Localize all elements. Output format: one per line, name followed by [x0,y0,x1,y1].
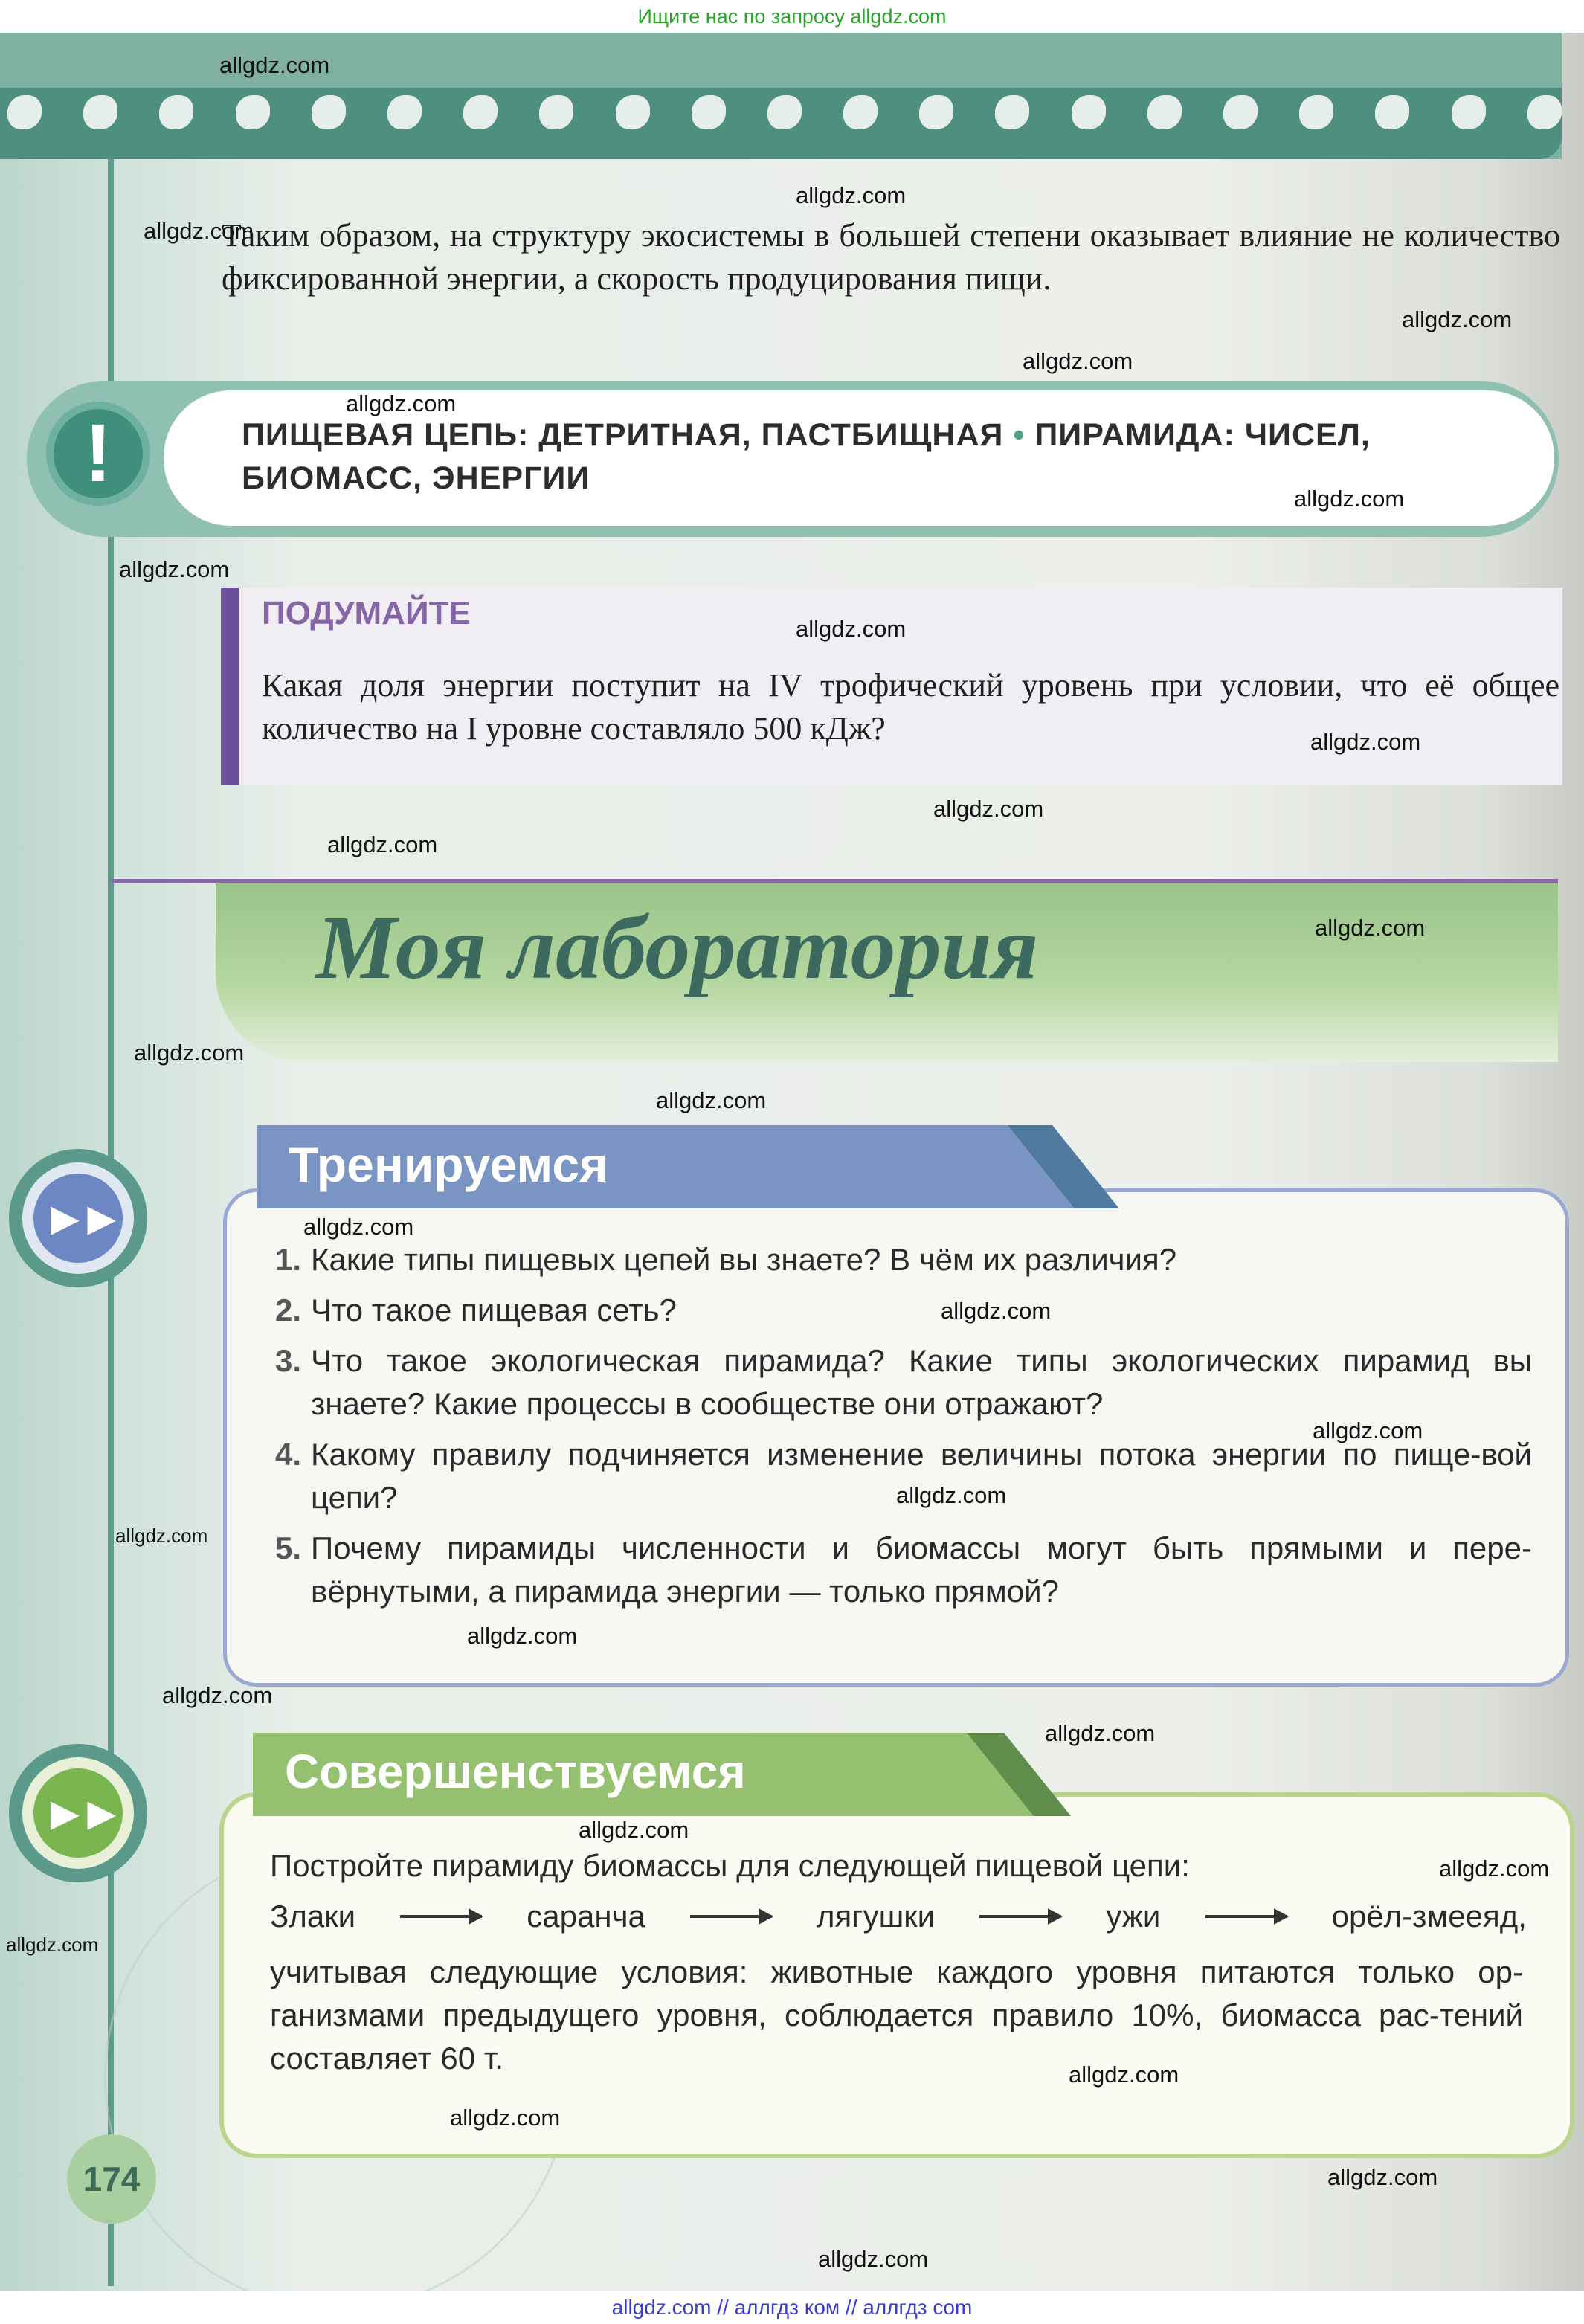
chain-item: саранча [527,1899,645,1934]
question-text: Какие типы пищевых цепей вы знаете? В чём их различия? [311,1242,1177,1277]
animal-icon [1299,95,1333,129]
keywords-separator: • [1013,417,1026,453]
animal-icon [387,95,422,129]
question-item [275,1289,1532,1332]
watermark: allgdz.com [933,796,1044,822]
animal-icon [1375,95,1409,129]
arrow-right-icon [400,1915,482,1918]
top-search-link[interactable]: Ищите нас по запросу allgdz.com [637,5,947,28]
question-number: 5. [275,1530,302,1565]
animal-icon [1147,95,1182,129]
watermark: allgdz.com [327,831,438,857]
question-number: 2. [275,1293,302,1327]
intro-paragraph: Таким образом, на структуру экосистемы в большей степени оказывает влияние не количество фиксированной энергии, а скорость продуцирования пищи. [222,217,1560,297]
animal-icon [1072,95,1106,129]
question-item [275,1339,1532,1426]
exclamation-mark: ! [84,408,112,499]
think-question: Какая доля энергии поступит на IV трофический уровень при условии, что её общее количество на I уровне составляло 500 кДж? [262,667,1559,747]
keywords-part2: ПИРАМИДА: ЧИСЕЛ, БИОМАСС, ЭНЕРГИИ [242,417,1371,496]
watermark: allgdz.com [796,182,907,208]
question-number: 3. [275,1343,302,1378]
animal-icon [919,95,953,129]
watermark: allgdz.com [162,1682,273,1708]
animal-icon [463,95,498,129]
animal-icon [539,95,573,129]
question-item [275,1527,1532,1613]
chain-item: лягушки [817,1899,936,1934]
improving-task: Постройте пирамиду биомассы для следующей пищевой цепи: [270,1848,1190,1883]
question-text: Что такое экологическая пирамида? Какие типы экологических пирамид вы знаете? Какие процессы в сообществе они отражают? [311,1343,1532,1421]
question-text: Почему пирамиды численности и биомассы могут быть прямыми и пере-вёрнутыми, а пирамида энергии — только прямой? [311,1530,1532,1609]
animal-icon [616,95,650,129]
watermark: allgdz.com [1327,2164,1438,2190]
think-title: ПОДУМАЙТЕ [262,595,471,631]
keywords-part1: ПИЩЕВАЯ ЦЕПЬ: ДЕТРИТНАЯ, ПАСТБИЩНАЯ [242,417,1004,453]
watermark: allgdz.com [1402,306,1513,332]
animal-icon [1223,95,1258,129]
fast-forward-glyph: ►► [41,1786,115,1840]
watermark: allgdz.com [119,556,230,582]
watermark: allgdz.com [1315,915,1426,941]
watermark: allgdz.com [896,1482,1007,1508]
chain-item: Злаки [270,1899,356,1934]
question-text: Какому правилу подчиняется изменение величины потока энергии по пище-вой цепи? [311,1437,1532,1515]
watermark: allgdz.com [467,1623,578,1649]
animal-icon [843,95,878,129]
watermark: allgdz.com [115,1525,208,1547]
page-number: 174 [83,2160,141,2198]
watermark: allgdz.com [1310,729,1421,755]
watermark: allgdz.com [796,616,907,642]
animal-icon [767,95,802,129]
watermark: allgdz.com [303,1214,414,1240]
training-title: Тренируемся [289,1137,608,1192]
watermark: allgdz.com [346,390,457,416]
animal-icons-row [7,95,1562,129]
lab-title: Моя лаборатория [316,898,1039,998]
animal-icon [312,95,346,129]
question-number: 4. [275,1437,302,1472]
animal-icon [159,95,193,129]
animal-icon [995,95,1029,129]
think-accent-bar [221,588,239,785]
watermark: allgdz.com [219,52,330,78]
animal-icon [1452,95,1486,129]
watermark: allgdz.com [6,1934,99,1956]
watermark: allgdz.com [1069,2061,1179,2088]
fast-forward-glyph: ►► [41,1191,115,1245]
animal-icon [236,95,270,129]
arrow-right-icon [690,1915,772,1918]
arrow-right-icon [1205,1915,1287,1918]
watermark: allgdz.com [1045,1720,1156,1746]
question-item [275,1238,1532,1281]
watermark: allgdz.com [1023,348,1133,374]
animal-icon [7,95,42,129]
animal-icon [83,95,117,129]
watermark: allgdz.com [818,2246,929,2272]
watermark: allgdz.com [1313,1417,1423,1443]
animal-icon [692,95,726,129]
chain-item: орёл-змееяд, [1331,1899,1527,1934]
question-text: Что такое пищевая сеть? [311,1293,677,1327]
food-chain [270,1899,1527,1934]
improving-title: Совершенствуемся [285,1745,746,1798]
watermark: allgdz.com [134,1040,245,1066]
watermark: allgdz.com [579,1817,689,1843]
animal-icon [1527,95,1562,129]
watermark: allgdz.com [656,1087,767,1113]
question-number: 1. [275,1242,302,1277]
watermark: allgdz.com [1294,486,1405,512]
chain-item: ужи [1106,1899,1161,1934]
watermark: allgdz.com [941,1298,1052,1324]
bottom-links[interactable]: allgdz.com // аллгдз ком // аллгдз com [611,2296,973,2319]
watermark: allgdz.com [1439,1855,1550,1882]
improving-conditions: учитывая следующие условия: животные каждого уровня питаются только ор-ганизмами предыдущего уровня, соблюдается правило 10%, биомасса рас-тений составляет 60 т. [270,1954,1523,2076]
watermark: allgdz.com [450,2105,561,2131]
watermark: allgdz.com [144,218,254,244]
arrow-right-icon [979,1915,1061,1918]
